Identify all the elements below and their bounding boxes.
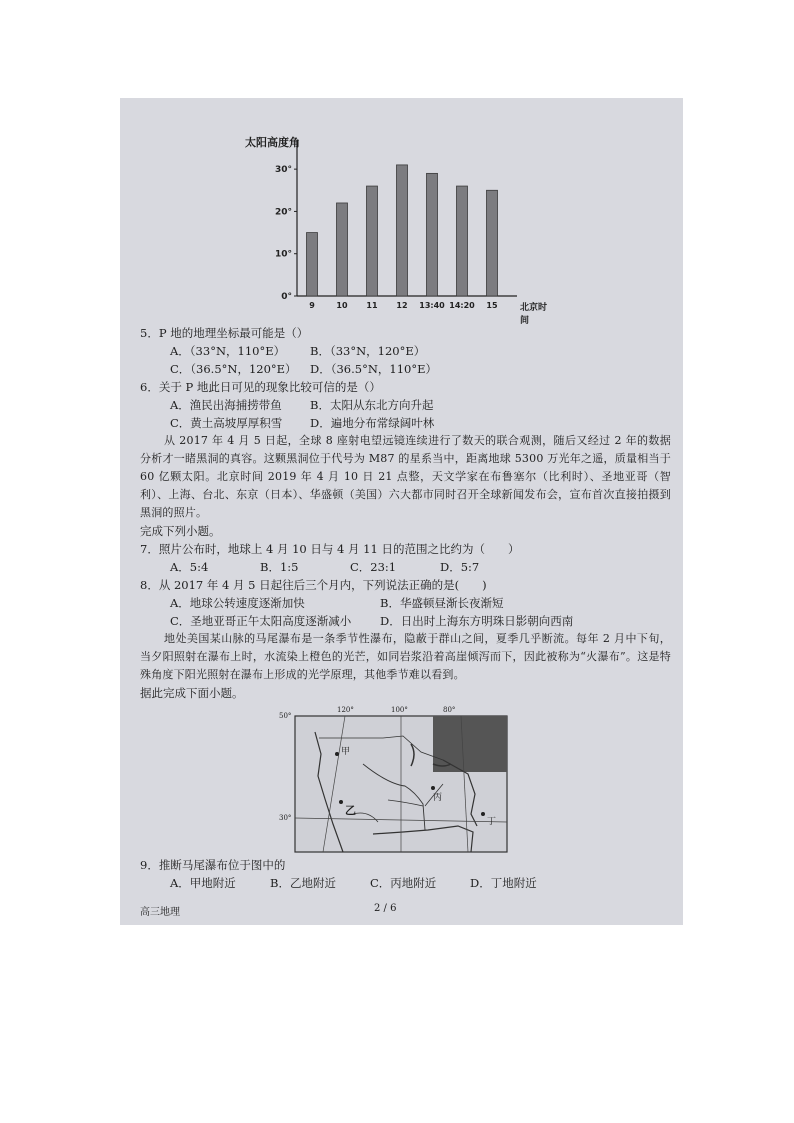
q9-option-b: B．乙地附近: [270, 876, 336, 890]
lon-label-100: 100°: [391, 706, 408, 714]
footer-page-number: 2 / 6: [374, 903, 397, 914]
q5-option-d: D．（36.5°N，110°E）: [310, 362, 437, 376]
x-tick-label: 14:20: [449, 301, 475, 310]
y-tick-label: 0°: [281, 292, 292, 302]
bar: [337, 203, 348, 296]
q9-stem: 9．推断马尾瀑布位于图中的: [140, 858, 286, 872]
q8-options-row2: [140, 612, 671, 630]
q8-option-d: D．日出时上海东方明珠日影朝向西南: [380, 614, 574, 628]
q7-options: [140, 558, 671, 576]
footer-subject: 高三地理: [140, 907, 180, 918]
q5-stem: 5．P 地的地理坐标最可能是（）: [140, 326, 309, 340]
q9-option-c: C．丙地附近: [370, 876, 437, 890]
q6-option-d: D．遍地分布常绿阔叶林: [310, 416, 435, 430]
q8-stem: 8．从 2017 年 4 月 5 日起往后三个月内，下列说法正确的是( ): [140, 578, 487, 592]
x-tick-label: 9: [309, 301, 315, 310]
bar: [487, 190, 498, 296]
map-svg: [293, 714, 509, 854]
q7-stem: 7．照片公布时，地球上 4 月 10 日与 4 月 11 日的范围之比约为（ ）: [140, 542, 520, 556]
lon-label-80: 80°: [443, 706, 456, 714]
bar: [397, 165, 408, 296]
instruction-1: 完成下列小题。: [140, 524, 221, 538]
passage-black-hole: 从 2017 年 4 月 5 日起，全球 8 座射电望远镜连续进行了数天的联合观测，随后又经过 2 年的数据分析才一睹黑洞的真容。这颗黑洞位于代号为 M87 的星系当中，距离地球 5300 万光年之遥，质量相当于 60 亿颗太阳。北京时间 2019 年 4 月 10 日 21 点整，天文学家在布鲁塞尔（比利时）、圣地亚哥（智利）、上海、台北、东京（日本）、华盛顿（美国）六大都市同时召开全球新闻发布会，宣布首次直接拍摄到黑洞的照片。: [140, 434, 671, 519]
q5-option-a: A．（33°N，110°E）: [170, 344, 286, 358]
x-tick-label: 15: [486, 301, 498, 310]
q8-option-a: A．地球公转速度逐渐加快: [170, 596, 305, 610]
q5-option-b: B．（33°N，120°E）: [310, 344, 426, 358]
chart-x-label: 北京时间: [520, 303, 548, 326]
lat-label-50: 50°: [279, 712, 292, 720]
questions-section: [140, 324, 671, 702]
bar: [427, 173, 438, 296]
place-label-bing: 丙: [433, 793, 443, 803]
chart-y-label: 太阳高度角: [245, 136, 300, 149]
passage-fire-fall: 地处美国某山脉的马尾瀑布是一条季节性瀑布，隐蔽于群山之间，夏季几乎断流。每年 2 月中下旬，当夕阳照射在瀑布上时，水流染上橙色的光芒，如同岩浆沿着高崖倾泻而下，因此被称为“火瀑布”。这是特殊角度下阳光照射在瀑布上形成的光学原理，其他季节难以看到。: [140, 632, 671, 681]
bar: [307, 233, 318, 296]
y-tick-label: 20°: [274, 207, 292, 218]
q9-option-d: D．丁地附近: [470, 876, 537, 890]
q5-option-c: C．（36.5°N，120°E）: [170, 362, 297, 376]
q6-options-row2: [140, 414, 671, 432]
q6-stem: 6．关于 P 地此日可见的现象比较可信的是（）: [140, 380, 381, 394]
sun-altitude-chart: [235, 128, 555, 326]
lon-label-120: 120°: [337, 706, 354, 714]
q6-options-row1: [140, 396, 671, 414]
x-tick-label: 11: [366, 301, 378, 310]
q7-option-c: C．23:1: [350, 560, 397, 574]
exam-page: [120, 98, 683, 925]
q8-option-c: C．圣地亚哥正午太阳高度逐渐减小: [170, 614, 352, 628]
q7-option-a: A．5:4: [170, 560, 209, 574]
question-9: [140, 856, 671, 892]
place-label-ding: 丁: [487, 817, 497, 827]
q6-option-a: A．渔民出海捕捞带鱼: [170, 398, 282, 412]
q7-option-d: D．5:7: [440, 560, 480, 574]
q6-option-c: C．黄土高坡厚厚积雪: [170, 416, 283, 430]
place-label-yi: 乙: [345, 804, 356, 817]
q5-options-row2: [140, 360, 671, 378]
x-tick-label: 12: [396, 301, 408, 310]
instruction-2: 据此完成下面小题。: [140, 686, 244, 700]
x-tick-label: 13:40: [419, 301, 445, 310]
q9-options: [140, 874, 671, 892]
chart-svg: [235, 128, 555, 318]
y-tick-label: 30°: [274, 165, 292, 176]
q6-option-b: B．太阳从东北方向升起: [310, 398, 434, 412]
bar: [367, 186, 378, 296]
q5-options-row1: [140, 342, 671, 360]
page-footer: [140, 903, 670, 918]
usa-map: [279, 706, 509, 854]
x-tick-label: 10: [336, 301, 348, 310]
q8-options-row1: [140, 594, 671, 612]
bar: [457, 186, 468, 296]
q8-option-b: B．华盛顿昼渐长夜渐短: [380, 596, 504, 610]
q7-option-b: B．1:5: [260, 560, 299, 574]
lat-label-30: 30°: [279, 814, 292, 822]
q9-option-a: A．甲地附近: [170, 876, 236, 890]
place-label-jia: 甲: [341, 747, 351, 757]
y-tick-label: 10°: [274, 249, 292, 260]
